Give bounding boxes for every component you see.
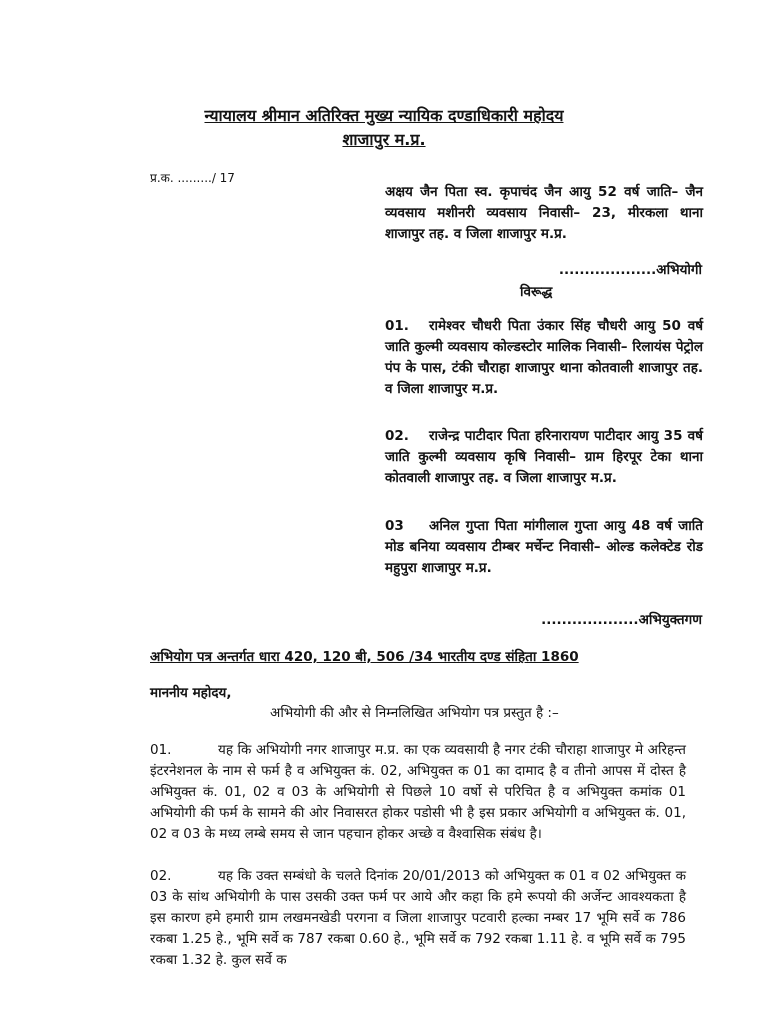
accused-1 (385, 316, 703, 400)
accused-1-details: रामेश्वर चौधरी पिता उंकार सिंह चौधरी आयु 50 वर्ष जाति कुल्मी व्यवसाय कोल्डस्टोर मालिक निवासी– रिलायंस पेट्रोल पंप के पास, टंकी चौराहा शाजापुर थाना कोतवाली शाजापुर तह. व जिला शाजापुर म.प्र. (385, 318, 703, 397)
subject-line: अभियोग पत्र अन्तर्गत धारा 420, 120 बी, 506 /34 भारतीय दण्ड संहिता 1860 (150, 649, 579, 665)
paragraph-1 (150, 740, 686, 845)
accused-3-details: अनिल गुप्ता पिता मांगीलाल गुप्ता आयु 48 वर्ष जाति मोड बनिया व्यवसाय टीम्बर मर्चेन्ट निवासी– ओल्ड कलेक्टेड रोड महुपुरा शाजापुर म.प्र. (385, 518, 703, 576)
accused-3 (385, 516, 703, 579)
intro-line: अभियोगी की और से निम्नलिखित अभियोग पत्र प्रस्तुत है :– (270, 705, 559, 721)
complainant-block (385, 182, 703, 245)
accused-label: ...................अभियुक्तगण (541, 612, 702, 628)
accused-2-details: राजेन्द्र पाटीदार पिता हरिनारायण पाटीदार आयु 35 वर्ष जाति कुल्मी व्यवसाय कृषि निवासी– ग्राम हिरपूर टेका थाना कोतवाली शाजापुर तह. व जिला शाजापुर म.प्र. (385, 428, 703, 486)
paragraph-2-text: यह कि उक्त सम्बंधो के चलते दिनांक 20/01/2013 को अभियुक्त क 01 व 02 अभियुक्त क 03 के सांथ अभियोगी के पास उसकी उक्त फर्म पर आये और कहा कि हमे रूपयो की अर्जेन्ट आवश्यकता है इस कारण हमे हमारी ग्राम लखमनखेडी परगना व जिला शाजापुर पटवारी हल्का नम्बर 17 भूमि सर्वे क 786 रकबा 1.25 हे., भूमि सर्वे क 787 रकबा 0.60 हे., भूमि सर्वे क 792 रकबा 1.11 हे. व भूमि सर्वे क 795 रकबा 1.32 हे. कुल सर्वे क (150, 868, 686, 968)
complainant-details: अक्षय जैन पिता स्व. कृपाचंद जैन आयु 52 वर्ष जाति– जैन व्यवसाय मशीनरी व्यवसाय निवासी– 23, मीरकला थाना शाजापुर तह. व जिला शाजापुर म.प्र. (385, 184, 703, 242)
accused-1-number: 01. (385, 318, 409, 334)
paragraph-2 (150, 866, 686, 971)
case-number: प्र.क. ........./ 17 (150, 171, 235, 185)
paragraph-1-text: यह कि अभियोगी नगर शाजापुर म.प्र. का एक व्यवसायी है नगर टंकी चौराहा शाजापुर मे अरिहन्त इंटरनेशनल के नाम से फर्म है व अभियुक्त कं. 02, अभियुक्त क 01 का दामाद है व तीनो आपस में दोस्त है अभियुक्त कं. 01, 02 व 03 के अभियोगी से पिछले 10 वर्षो से परिचित है व अभियुक्त कमांक 01 अभियोगी की फर्म के सामने की ओर निवासरत होकर पडोसी भी है इस प्रकार अभियोगी व अभियुक्त कं. 01, 02 व 03 के मध्य लम्बे समय से जान पहचान होकर अच्छे व वैश्वासिक संबंध है। (150, 742, 686, 842)
accused-2-number: 02. (385, 428, 409, 444)
court-heading: न्यायालय श्रीमान अतिरिक्त मुख्य न्यायिक दण्डाधिकारी महोदय (204, 106, 564, 125)
paragraph-2-number: 02. (150, 868, 172, 884)
accused-2 (385, 426, 703, 489)
court-location: शाजापुर म.प्र. (342, 130, 426, 149)
salutation: माननीय महोदय, (150, 685, 232, 701)
complainant-label: ...................अभियोगी (558, 262, 702, 278)
paragraph-1-number: 01. (150, 742, 172, 758)
accused-3-number: 03 (385, 518, 404, 534)
versus-label: विरूद्ध (520, 284, 553, 300)
